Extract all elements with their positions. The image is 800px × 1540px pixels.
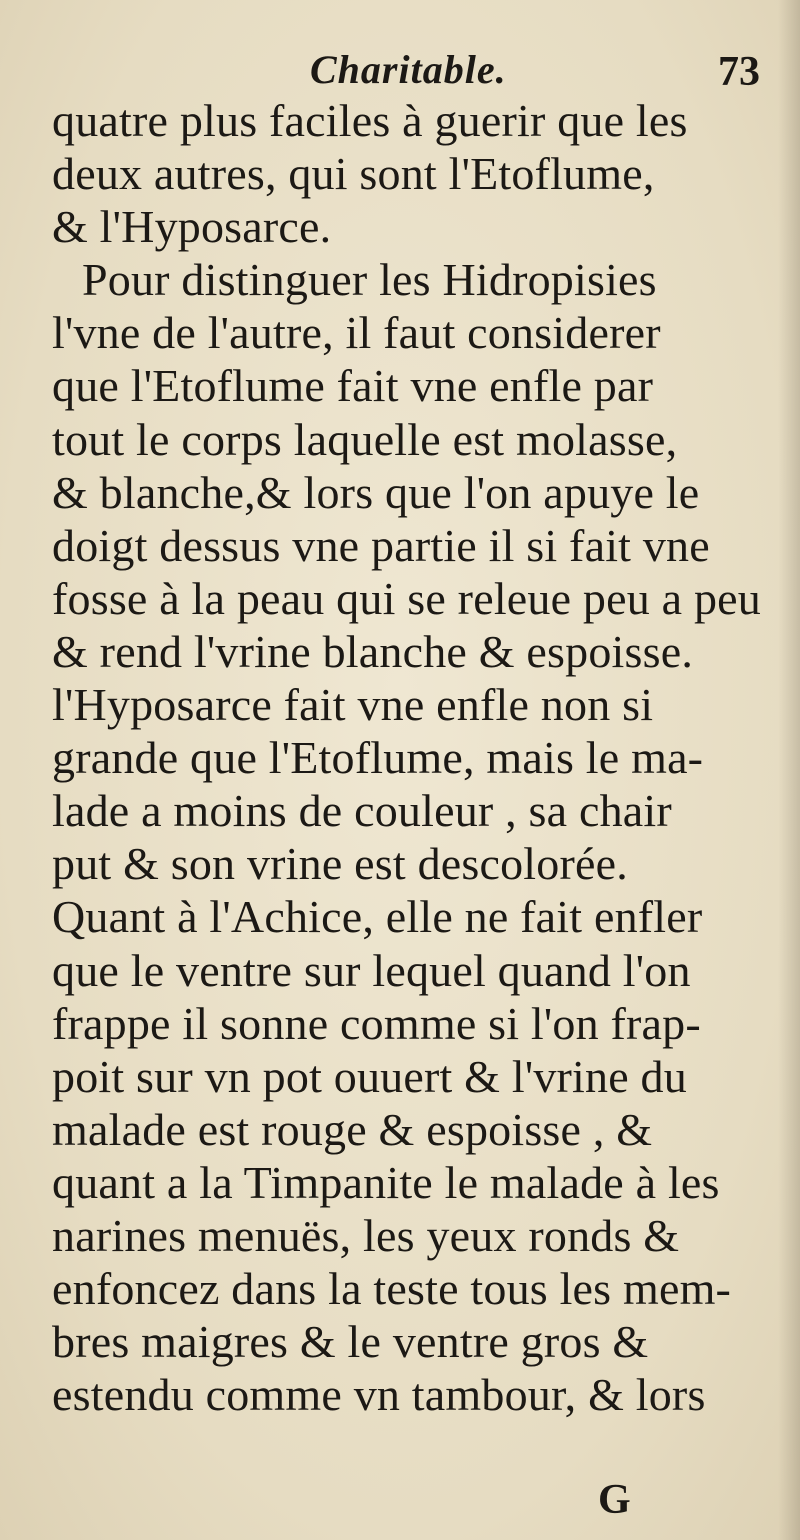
text-line: grande que l'Etoflume, mais le ma- xyxy=(52,732,704,784)
text-line: poit sur vn pot ouuert & l'vrine du xyxy=(52,1050,687,1102)
text-line: estendu comme vn tambour, & lors xyxy=(52,1369,706,1421)
text-line: malade est rouge & espoisse , & xyxy=(52,1103,653,1155)
text-line: doigt dessus vne partie il si fait vne xyxy=(52,519,710,571)
text-line: enfoncez dans la teste tous les mem- xyxy=(52,1263,732,1315)
text-line: tout le corps laquelle est molasse, xyxy=(52,413,678,465)
text-line: & blanche,& lors que l'on apuye le xyxy=(52,466,700,518)
text-line: Pour distinguer les Hidropisies xyxy=(82,254,657,306)
text-line: narines menuës, les yeux ronds & xyxy=(52,1209,680,1261)
text-line: frappe il sonne comme si l'on frap- xyxy=(52,997,701,1049)
text-line: put & son vrine est descolorée. xyxy=(52,838,628,890)
text-line: quant a la Timpanite le malade à les xyxy=(52,1156,720,1208)
text-line: que le ventre sur lequel quand l'on xyxy=(52,944,691,996)
page-number: 73 xyxy=(718,49,760,95)
page-header xyxy=(0,40,800,100)
text-line: bres maigres & le ventre gros & xyxy=(52,1316,649,1368)
text-line: quatre plus faciles à guerir que les xyxy=(52,95,688,146)
signature-mark: G xyxy=(598,1477,631,1523)
text-line: Quant à l'Achice, elle ne fait enfler xyxy=(52,891,703,943)
text-line: que l'Etoflume fait vne enfle par xyxy=(52,360,654,412)
text-line: fosse à la peau qui se releue peu a peu xyxy=(52,572,761,624)
body-text xyxy=(52,94,770,1421)
text-line: & rend l'vrine blanche & espoisse. xyxy=(52,625,694,677)
text-line: lade a moins de couleur , sa chair xyxy=(52,785,672,837)
text-line: l'Hyposarce fait vne enfle non si xyxy=(52,679,654,731)
text-line: & l'Hyposarce. xyxy=(52,201,332,253)
page-edge-shadow xyxy=(778,0,800,1540)
text-line: deux autres, qui sont l'Etoflume, xyxy=(52,148,655,200)
running-title: Charitable. xyxy=(310,47,507,92)
text-line: l'vne de l'autre, il faut considerer xyxy=(52,307,661,359)
